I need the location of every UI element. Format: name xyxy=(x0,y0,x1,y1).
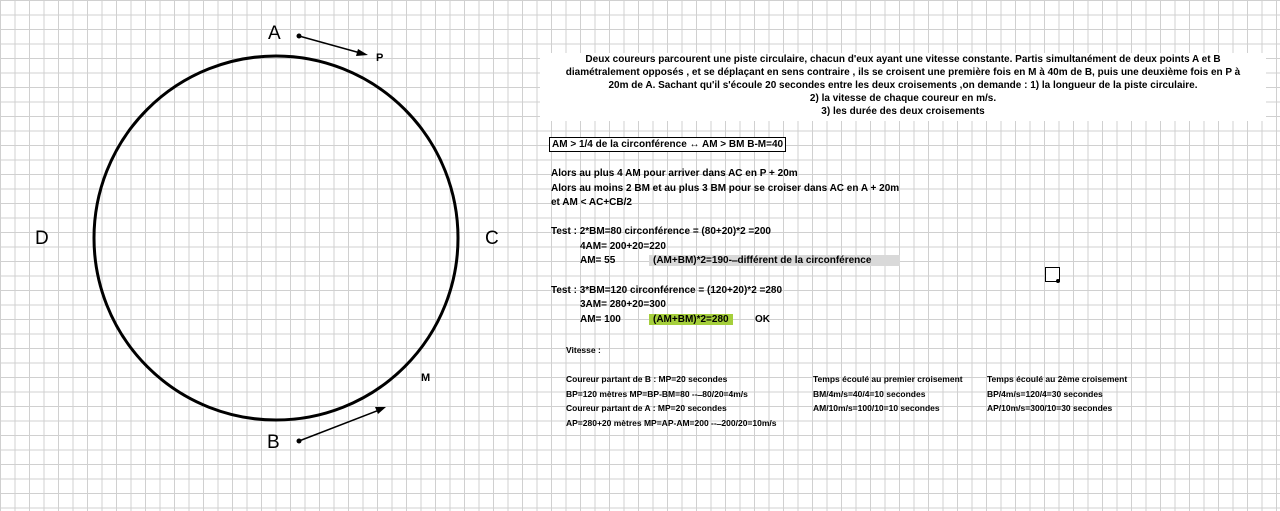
problem-line: 2) la vitesse de chaque coureur en m/s. xyxy=(809,93,997,104)
second-crossing-title: Temps écoulé au 2ème croisement xyxy=(987,374,1128,384)
problem-line: diamétralement opposés , et se déplaçant en sens contraire , ils se croisent une première fois en M à 40m de B, puis une deuxième fois en P à xyxy=(565,67,1241,78)
point-a-label: A xyxy=(268,23,281,44)
problem-line: 3) les durée des deux croisements xyxy=(821,106,985,117)
test-1-heading: Test : 2*BM=80 circonférence = (80+20)*2 =200 xyxy=(551,226,771,237)
test-1-line: AM= 55 xyxy=(580,255,616,266)
first-crossing-title: Temps écoulé au premier croisement xyxy=(813,374,963,384)
test-2-ok: OK xyxy=(755,314,770,325)
first-crossing-line: BM/4m/s=40/4=10 secondes xyxy=(813,389,926,399)
runner-a-line: Coureur partant de A : MP=20 secondes xyxy=(566,403,727,413)
second-crossing-line: AP/10m/s=300/10=30 secondes xyxy=(987,403,1113,413)
arrow-from-a xyxy=(297,34,369,57)
boxed-statement: AM > 1/4 de la circonférence ↔ AM > BM B-M=40 xyxy=(549,137,786,152)
test-2-line: AM= 100 xyxy=(580,314,621,325)
test-2-line: 3AM= 280+20=300 xyxy=(580,299,666,310)
test-2-heading: Test : 3*BM=120 circonférence = (120+20)*2 =280 xyxy=(551,285,783,296)
runner-a-line: AP=280+20 mètres MP=AP-AM=200 -- ̶ 200/20=10m/s xyxy=(566,418,777,428)
reasoning-line: et AM < AC+CB/2 xyxy=(551,197,632,208)
circular-track xyxy=(94,56,458,420)
problem-statement xyxy=(540,53,1266,121)
runner-b-line: Coureur partant de B : MP=20 secondes xyxy=(566,374,728,384)
reasoning-line: Alors au plus 4 AM pour arriver dans AC en P + 20m xyxy=(551,168,798,179)
point-m-label: M xyxy=(421,372,431,384)
test-1-line: 4AM= 200+20=220 xyxy=(580,241,666,252)
second-crossing-line: BP/4m/s=120/4=30 secondes xyxy=(987,389,1103,399)
test-1-result: (AM+BM)*2=190- ̶ différent de la circonférence xyxy=(649,255,900,266)
shape-handle[interactable] xyxy=(1056,279,1060,283)
reasoning-line: Alors au moins 2 BM et au plus 3 BM pour se croiser dans AC en A + 20m xyxy=(551,183,900,194)
point-p-label: P xyxy=(376,52,384,64)
arrow-from-b xyxy=(297,407,387,444)
point-d-label: D xyxy=(35,228,49,249)
test-2-result: (AM+BM)*2=280 xyxy=(649,314,733,325)
problem-line: Deux coureurs parcourent une piste circulaire, chacun d'eux ayant une vitesse constante. Partis simultanément de deux points A et B xyxy=(585,54,1221,65)
runner-b-line: BP=120 mètres MP=BP-BM=80 -- ̶ 80/20=4m/s xyxy=(566,389,748,399)
problem-line: 20m de A. Sachant qu'il s'écoule 20 secondes entre les deux croisements ,on demande : 1) la longueur de la piste circulaire. xyxy=(608,80,1198,91)
point-c-label: C xyxy=(485,228,499,249)
first-crossing-line: AM/10m/s=100/10=10 secondes xyxy=(813,403,940,413)
point-b-label: B xyxy=(267,432,280,453)
track-diagram xyxy=(0,0,530,511)
speed-title: Vitesse : xyxy=(566,345,601,355)
